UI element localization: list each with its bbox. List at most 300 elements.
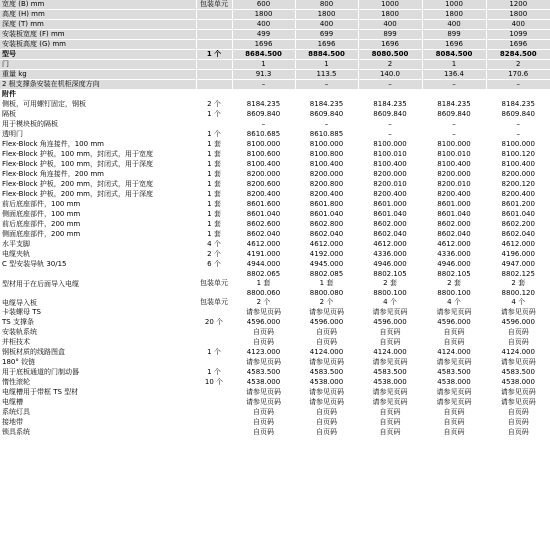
cell-value: 8602.000 xyxy=(358,220,422,230)
cell-value: 8200.000 xyxy=(422,170,486,180)
cell-value: 8602.000 xyxy=(422,220,486,230)
cell-value: 140.0 xyxy=(358,70,422,80)
cell-value: 1 xyxy=(422,60,486,70)
cell-value: 400 xyxy=(232,20,295,30)
cell-value xyxy=(422,90,486,100)
table-row xyxy=(0,318,550,328)
cell-value: 8610.685 xyxy=(232,130,295,140)
row-unit: 4 个 xyxy=(196,240,232,250)
cell-value: 8601.040 xyxy=(358,210,422,220)
cell-value: 2 xyxy=(358,60,422,70)
row-unit: 1 套 xyxy=(196,200,232,210)
cell-value xyxy=(232,270,295,289)
cell-part-number: 8802.105 xyxy=(437,270,471,278)
row-unit: 1 个 xyxy=(196,348,232,358)
cell-value: 8184.235 xyxy=(295,100,358,110)
row-unit: 包装单元 xyxy=(196,0,232,10)
cell-value: 1696 xyxy=(486,40,550,50)
row-unit: 1 套 xyxy=(196,180,232,190)
cell-value xyxy=(295,270,358,289)
cell-value: 1800 xyxy=(486,10,550,20)
cell-value xyxy=(232,90,295,100)
row-unit xyxy=(196,20,232,30)
cell-value: 8084.500 xyxy=(422,50,486,60)
cell-value: 自页码 xyxy=(422,338,486,348)
row-label: 门 xyxy=(0,60,196,70)
table-row xyxy=(0,60,550,70)
cell-value: 170.6 xyxy=(486,70,550,80)
cell-value: 请参见页码 xyxy=(422,398,486,408)
row-label: 惰性滚轮 xyxy=(0,378,196,388)
cell-value xyxy=(486,270,550,289)
cell-value: 4336.000 xyxy=(358,250,422,260)
cell-part-number: 8802.085 xyxy=(309,270,344,278)
table-row xyxy=(0,378,550,388)
table-row xyxy=(0,270,550,289)
table-row xyxy=(0,260,550,270)
cell-value: 自页码 xyxy=(486,328,550,338)
cell-value: 8601.000 xyxy=(358,200,422,210)
cell-value: 1000 xyxy=(358,0,422,10)
row-unit: 1 套 xyxy=(196,150,232,160)
cell-value: 4124.000 xyxy=(358,348,422,358)
cell-value: 8100.400 xyxy=(358,160,422,170)
cell-value: 400 xyxy=(422,20,486,30)
row-label: 180° 铰链 xyxy=(0,358,196,368)
cell-pack-unit: 2 个 xyxy=(319,298,334,306)
cell-value xyxy=(486,289,550,308)
cell-value: 请参见页码 xyxy=(232,308,295,318)
cell-value: 请参见页码 xyxy=(486,308,550,318)
row-label: 卡装螺母 TS xyxy=(0,308,196,318)
cell-value: 4583.500 xyxy=(358,368,422,378)
cell-value: – xyxy=(358,120,422,130)
cell-value: 8609.840 xyxy=(232,110,295,120)
cell-value xyxy=(486,90,550,100)
cell-value: 请参见页码 xyxy=(232,398,295,408)
table-row xyxy=(0,30,550,40)
cell-value: 400 xyxy=(358,20,422,30)
cell-value: 8609.840 xyxy=(486,110,550,120)
row-unit xyxy=(196,120,232,130)
row-label: 电缆槽用于带框 TS 型材 xyxy=(0,388,196,398)
cell-value xyxy=(295,90,358,100)
cell-value xyxy=(232,289,295,308)
cell-value: 8609.840 xyxy=(422,110,486,120)
cell-value: 自页码 xyxy=(358,328,422,338)
cell-value: 8184.235 xyxy=(422,100,486,110)
cell-value: 4944.000 xyxy=(232,260,295,270)
table-row xyxy=(0,428,550,438)
table-row xyxy=(0,358,550,368)
cell-value: 自页码 xyxy=(232,408,295,418)
row-label: 附件 xyxy=(0,90,196,100)
cell-value: 4196.000 xyxy=(486,250,550,260)
cell-value: 400 xyxy=(486,20,550,30)
table-row xyxy=(0,348,550,358)
cell-value: 自页码 xyxy=(422,418,486,428)
row-unit: 1 套 xyxy=(196,190,232,200)
table-row xyxy=(0,368,550,378)
cell-value: 8200.000 xyxy=(358,170,422,180)
cell-value: – xyxy=(422,80,486,90)
row-label: TS 支撑条 xyxy=(0,318,196,328)
cell-value: 499 xyxy=(232,30,295,40)
cell-value: 自页码 xyxy=(486,408,550,418)
cell-value: 请参见页码 xyxy=(486,398,550,408)
cell-pack-unit: 2 个 xyxy=(256,298,271,306)
row-label: 钢板材质的线路图盒 xyxy=(0,348,196,358)
cell-value: 请参见页码 xyxy=(422,358,486,368)
table-row xyxy=(0,338,550,348)
cell-value: 699 xyxy=(295,30,358,40)
cell-value: 1696 xyxy=(422,40,486,50)
cell-value: – xyxy=(295,120,358,130)
cell-value: 8602.040 xyxy=(232,230,295,240)
cell-value: – xyxy=(358,130,422,140)
cell-value: – xyxy=(486,80,550,90)
cell-value: 4946.000 xyxy=(358,260,422,270)
row-label: 深度 (T) mm xyxy=(0,20,196,30)
cell-value: 8100.010 xyxy=(422,150,486,160)
cell-value xyxy=(358,90,422,100)
cell-value: 8200.010 xyxy=(358,180,422,190)
row-unit xyxy=(196,60,232,70)
cell-value: 8601.600 xyxy=(232,200,295,210)
row-label: Flex-Block 护板，200 mm，封闭式，用于深度 xyxy=(0,190,196,200)
cell-value: 8184.235 xyxy=(486,100,550,110)
cell-value: – xyxy=(422,120,486,130)
cell-part-number: 8800.120 xyxy=(501,289,535,297)
cell-value: 请参见页码 xyxy=(295,358,358,368)
cell-value: 4612.000 xyxy=(295,240,358,250)
cell-value: 8884.500 xyxy=(295,50,358,60)
row-label: 透明门 xyxy=(0,130,196,140)
row-label: 电缆槽 xyxy=(0,398,196,408)
row-label: 侧面底座部件，100 mm xyxy=(0,210,196,220)
cell-value: – xyxy=(232,120,295,130)
cell-value: 800 xyxy=(295,0,358,10)
cell-value: 4612.000 xyxy=(422,240,486,250)
row-label: 并柜技术 xyxy=(0,338,196,348)
cell-value: 自页码 xyxy=(295,428,358,438)
table-row xyxy=(0,90,550,100)
row-label: 侧板，可用螺钉固定，钢板 xyxy=(0,100,196,110)
cell-value: 自页码 xyxy=(232,338,295,348)
table-row xyxy=(0,289,550,308)
cell-value: – xyxy=(295,80,358,90)
cell-value: 8100.400 xyxy=(232,160,295,170)
row-unit-text: 包装单元 xyxy=(200,298,228,306)
table-row xyxy=(0,0,550,10)
cell-value: 请参见页码 xyxy=(232,388,295,398)
cell-value: 4596.000 xyxy=(486,318,550,328)
cell-value: 8200.400 xyxy=(232,190,295,200)
cell-value xyxy=(422,289,486,308)
cell-value: 8601.040 xyxy=(422,210,486,220)
cell-value: 4612.000 xyxy=(486,240,550,250)
cell-value: 4124.000 xyxy=(422,348,486,358)
cell-value: 4947.000 xyxy=(486,260,550,270)
row-label: 侧面底座部件，200 mm xyxy=(0,230,196,240)
row-unit: 1 个 xyxy=(196,50,232,60)
cell-value: 8100.120 xyxy=(486,150,550,160)
cell-value: 4124.000 xyxy=(295,348,358,358)
cell-value: 1696 xyxy=(295,40,358,50)
row-unit xyxy=(196,308,232,318)
cell-value: 4538.000 xyxy=(295,378,358,388)
table-row xyxy=(0,120,550,130)
row-unit xyxy=(196,428,232,438)
cell-value: 8080.500 xyxy=(358,50,422,60)
cell-value: 自页码 xyxy=(486,338,550,348)
cell-value: 自页码 xyxy=(295,328,358,338)
cell-value: 自页码 xyxy=(486,428,550,438)
cell-value: – xyxy=(486,130,550,140)
row-unit-text: 包装单元 xyxy=(200,279,228,287)
cell-value: 请参见页码 xyxy=(358,388,422,398)
cell-value: 899 xyxy=(422,30,486,40)
cell-value: 400 xyxy=(295,20,358,30)
cell-value: 8200.000 xyxy=(232,170,295,180)
cell-pack-unit: 4 个 xyxy=(383,298,397,306)
row-label: 水平支脚 xyxy=(0,240,196,250)
cell-value: 1200 xyxy=(486,0,550,10)
row-label: 安装板高度 (G) mm xyxy=(0,40,196,50)
cell-value: 8200.010 xyxy=(422,180,486,190)
table-row xyxy=(0,10,550,20)
cell-value: 请参见页码 xyxy=(295,398,358,408)
cell-value: 请参见页码 xyxy=(358,308,422,318)
cell-pack-unit: 1 套 xyxy=(256,279,271,287)
row-label: 安装板宽度 (F) mm xyxy=(0,30,196,40)
row-label: 系统灯具 xyxy=(0,408,196,418)
row-label: 前后底座部件，100 mm xyxy=(0,200,196,210)
cell-value: – xyxy=(358,80,422,90)
cell-value: 4336.000 xyxy=(422,250,486,260)
cell-value: 请参见页码 xyxy=(422,388,486,398)
cell-value: 1800 xyxy=(422,10,486,20)
cell-value: 4191.000 xyxy=(232,250,295,260)
cell-value: 请参见页码 xyxy=(295,388,358,398)
row-label: Flex-Block 护板，100 mm，封闭式，用于宽度 xyxy=(0,150,196,160)
cell-value: 8184.235 xyxy=(358,100,422,110)
cell-value: 1 xyxy=(295,60,358,70)
row-label: 重量 kg xyxy=(0,70,196,80)
cell-value: 8200.400 xyxy=(358,190,422,200)
cell-value: 4612.000 xyxy=(232,240,295,250)
table-row xyxy=(0,240,550,250)
row-unit xyxy=(196,338,232,348)
row-unit xyxy=(196,90,232,100)
cell-value: 8602.040 xyxy=(422,230,486,240)
cell-value: 自页码 xyxy=(232,328,295,338)
row-unit: 1 个 xyxy=(196,368,232,378)
cell-value: 136.4 xyxy=(422,70,486,80)
cell-value: 8100.000 xyxy=(422,140,486,150)
row-label: Flex-Block 护板，100 mm，封闭式，用于深度 xyxy=(0,160,196,170)
cell-value xyxy=(358,270,422,289)
table-row xyxy=(0,20,550,30)
row-label: 用于底板通道的门制动器 xyxy=(0,368,196,378)
row-label: 隔板 xyxy=(0,110,196,120)
table-row xyxy=(0,220,550,230)
cell-value: 4612.000 xyxy=(358,240,422,250)
cell-value: 600 xyxy=(232,0,295,10)
row-label: 用于模块板的隔板 xyxy=(0,120,196,130)
cell-value: 1000 xyxy=(422,0,486,10)
cell-value: 4538.000 xyxy=(232,378,295,388)
cell-value: 8100.010 xyxy=(358,150,422,160)
cell-value: 自页码 xyxy=(358,418,422,428)
table-row xyxy=(0,70,550,80)
cell-value: 自页码 xyxy=(358,408,422,418)
cell-value: 1696 xyxy=(358,40,422,50)
row-label: 电缆夹轨 xyxy=(0,250,196,260)
cell-value: 8610.885 xyxy=(295,130,358,140)
cell-value: 自页码 xyxy=(422,428,486,438)
table-row xyxy=(0,328,550,338)
cell-value: 4596.000 xyxy=(295,318,358,328)
row-unit: 1 个 xyxy=(196,110,232,120)
cell-value: 8601.040 xyxy=(486,210,550,220)
cell-value: 8601.000 xyxy=(422,200,486,210)
cell-pack-unit: 2 套 xyxy=(511,279,526,287)
cell-value: 4596.000 xyxy=(358,318,422,328)
row-label: 安装轨系统 xyxy=(0,328,196,338)
cell-part-number: 8800.080 xyxy=(309,289,344,297)
cell-value: 1800 xyxy=(358,10,422,20)
cell-value: 4583.500 xyxy=(295,368,358,378)
row-label: 前后底座部件，200 mm xyxy=(0,220,196,230)
cell-value: 899 xyxy=(358,30,422,40)
table-row xyxy=(0,418,550,428)
table-row xyxy=(0,80,550,90)
row-unit: 1 套 xyxy=(196,170,232,180)
table-row xyxy=(0,190,550,200)
cell-value: 8200.400 xyxy=(422,190,486,200)
cell-value: 8601.040 xyxy=(232,210,295,220)
row-unit: 1 套 xyxy=(196,220,232,230)
table-row xyxy=(0,110,550,120)
cell-value: 1099 xyxy=(486,30,550,40)
cell-value: 8200.120 xyxy=(486,180,550,190)
cell-value: 4946.000 xyxy=(422,260,486,270)
row-unit xyxy=(196,270,232,289)
cell-value: 8200.600 xyxy=(232,180,295,190)
cell-value: 8184.235 xyxy=(232,100,295,110)
cell-value: 8200.400 xyxy=(486,190,550,200)
row-unit xyxy=(196,358,232,368)
row-label: 型号 xyxy=(0,50,196,60)
cell-value: 自页码 xyxy=(422,408,486,418)
table-row xyxy=(0,250,550,260)
table-row xyxy=(0,200,550,210)
table-row xyxy=(0,140,550,150)
cell-value: 自页码 xyxy=(295,418,358,428)
table-row xyxy=(0,40,550,50)
cell-value: 4596.000 xyxy=(232,318,295,328)
cell-value: 8602.040 xyxy=(358,230,422,240)
cell-value: 4123.000 xyxy=(232,348,295,358)
cell-value: 4596.000 xyxy=(422,318,486,328)
table-row xyxy=(0,408,550,418)
row-unit xyxy=(196,40,232,50)
cell-value: 自页码 xyxy=(358,338,422,348)
row-unit xyxy=(196,30,232,40)
cell-value: 8100.000 xyxy=(486,140,550,150)
row-label: 电缆导入板 xyxy=(0,289,196,308)
cell-value: 4538.000 xyxy=(486,378,550,388)
table-row xyxy=(0,180,550,190)
cell-value: 4124.000 xyxy=(486,348,550,358)
cell-value: 8609.840 xyxy=(295,110,358,120)
cell-value: 8100.800 xyxy=(295,150,358,160)
cell-value: 8100.400 xyxy=(295,160,358,170)
row-unit: 1 套 xyxy=(196,160,232,170)
cell-value: 自页码 xyxy=(295,338,358,348)
row-label: C 型安装导轨 30/15 xyxy=(0,260,196,270)
row-unit xyxy=(196,388,232,398)
cell-value: 自页码 xyxy=(232,418,295,428)
cell-value: 8200.400 xyxy=(295,190,358,200)
cell-value: 8100.000 xyxy=(358,140,422,150)
cell-pack-unit: 4 个 xyxy=(447,298,461,306)
cell-value: 请参见页码 xyxy=(232,358,295,368)
cell-value: 4192.000 xyxy=(295,250,358,260)
cell-value: 请参见页码 xyxy=(358,398,422,408)
cell-pack-unit: 2 套 xyxy=(447,279,461,287)
table-row xyxy=(0,160,550,170)
cell-part-number: 8800.060 xyxy=(246,289,281,297)
cell-value: 8602.200 xyxy=(486,220,550,230)
table-row xyxy=(0,170,550,180)
cell-pack-unit: 4 个 xyxy=(511,298,526,306)
cell-value: 8602.600 xyxy=(232,220,295,230)
row-label: Flex-Block 角连接件，200 mm xyxy=(0,170,196,180)
row-unit: 1 套 xyxy=(196,230,232,240)
cell-value: 8200.000 xyxy=(295,170,358,180)
row-label: 接地带 xyxy=(0,418,196,428)
cell-value: – xyxy=(232,80,295,90)
table-row xyxy=(0,230,550,240)
row-unit xyxy=(196,408,232,418)
cell-value: 4538.000 xyxy=(358,378,422,388)
cell-value: 8200.800 xyxy=(295,180,358,190)
cell-value: 请参见页码 xyxy=(358,358,422,368)
table-row xyxy=(0,150,550,160)
cell-value: 2 xyxy=(486,60,550,70)
cell-value: 4945.000 xyxy=(295,260,358,270)
cell-value: 113.5 xyxy=(295,70,358,80)
row-unit: 2 个 xyxy=(196,250,232,260)
cell-value xyxy=(422,270,486,289)
cell-value: 8601.800 xyxy=(295,200,358,210)
row-unit: 2 个 xyxy=(196,100,232,110)
cell-value: 自页码 xyxy=(358,428,422,438)
row-unit: 1 个 xyxy=(196,130,232,140)
row-label: 高度 (H) mm xyxy=(0,10,196,20)
row-label: 型材用于在后面导入电缆 xyxy=(0,270,196,289)
cell-part-number: 8802.125 xyxy=(501,270,535,278)
cell-value: 请参见页码 xyxy=(422,308,486,318)
cell-value: 8601.040 xyxy=(295,210,358,220)
cell-value xyxy=(295,289,358,308)
cell-value: 自页码 xyxy=(232,428,295,438)
row-unit xyxy=(196,398,232,408)
cell-value: 8684.500 xyxy=(232,50,295,60)
row-unit xyxy=(196,80,232,90)
